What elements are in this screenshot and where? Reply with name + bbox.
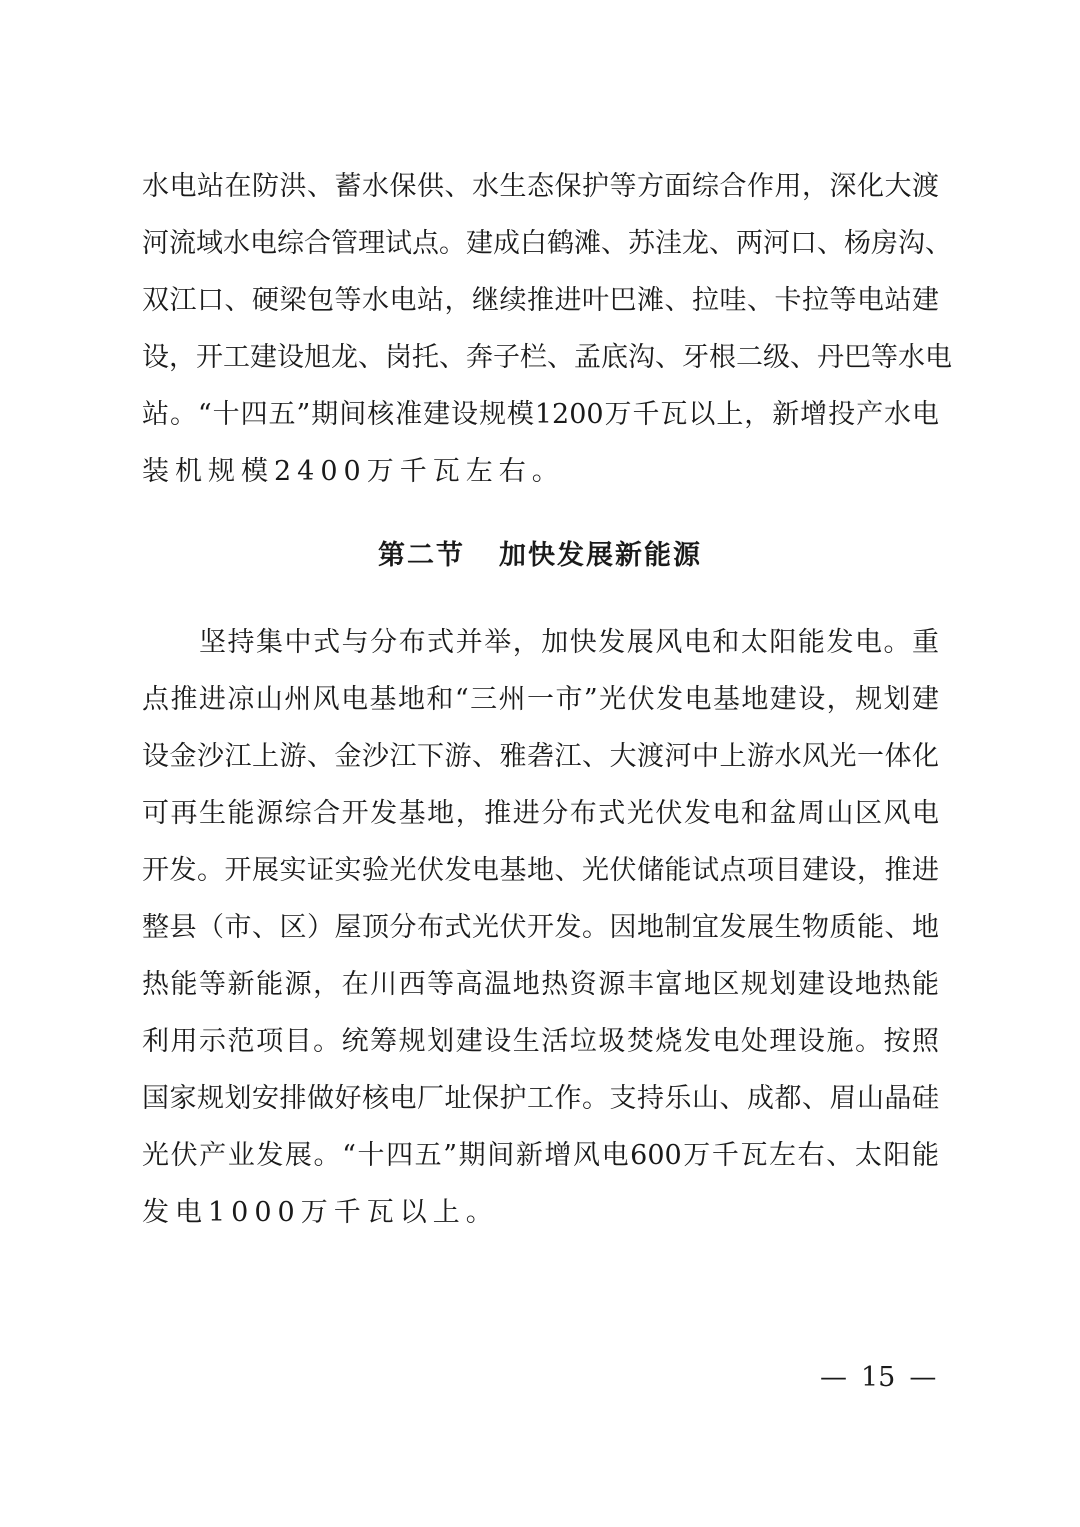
paragraph-line: 热能等新能源，在川西等高温地热资源丰富地区规划建设地热能 bbox=[142, 969, 939, 1000]
section-heading bbox=[0, 536, 1080, 576]
page-number bbox=[820, 1358, 936, 1398]
paragraph-line: 双江口、硬梁包等水电站，继续推进叶巴滩、拉哇、卡拉等电站建 bbox=[142, 285, 939, 316]
page-number-dash-right: — bbox=[909, 1362, 937, 1393]
paragraph-line: 点推进凉山州风电基地和“三州一市”光伏发电基地建设，规划建 bbox=[142, 684, 939, 715]
page-number-value: 15 bbox=[861, 1362, 896, 1393]
paragraph-line: 站。“十四五”期间核准建设规模1200万千瓦以上，新增投产水电 bbox=[142, 399, 939, 430]
paragraph-line: 发电1000万千瓦以上。 bbox=[142, 1197, 499, 1228]
section-title: 加快发展新能源 bbox=[499, 540, 702, 571]
page-number-dash-left: — bbox=[820, 1362, 847, 1393]
paragraph-line: 整县（市、区）屋顶分布式光伏开发。因地制宜发展生物质能、地 bbox=[142, 912, 939, 943]
paragraph-line: 利用示范项目。统筹规划建设生活垃圾焚烧发电处理设施。按照 bbox=[142, 1026, 939, 1057]
section-number: 第二节 bbox=[378, 540, 465, 571]
paragraph-line: 水电站在防洪、蓄水保供、水生态保护等方面综合作用，深化大渡 bbox=[142, 171, 939, 202]
paragraph-line: 开发。开展实证实验光伏发电基地、光伏储能试点项目建设，推进 bbox=[142, 855, 939, 886]
paragraph-line: 设金沙江上游、金沙江下游、雅砻江、大渡河中上游水风光一体化 bbox=[142, 741, 939, 772]
paragraph-line: 坚持集中式与分布式并举，加快发展风电和太阳能发电。重 bbox=[199, 627, 939, 658]
paragraph-line: 装机规模2400万千瓦左右。 bbox=[142, 456, 565, 487]
paragraph-line: 国家规划安排做好核电厂址保护工作。支持乐山、成都、眉山晶硅 bbox=[142, 1083, 939, 1114]
paragraph-line: 设，开工建设旭龙、岗托、奔子栏、孟底沟、牙根二级、丹巴等水电 bbox=[142, 342, 952, 373]
paragraph-line: 河流域水电综合管理试点。建成白鹤滩、苏洼龙、两河口、杨房沟、 bbox=[142, 228, 952, 259]
paragraph-line: 光伏产业发展。“十四五”期间新增风电600万千瓦左右、太阳能 bbox=[142, 1140, 939, 1171]
paragraph-line: 可再生能源综合开发基地，推进分布式光伏发电和盆周山区风电 bbox=[142, 798, 939, 829]
